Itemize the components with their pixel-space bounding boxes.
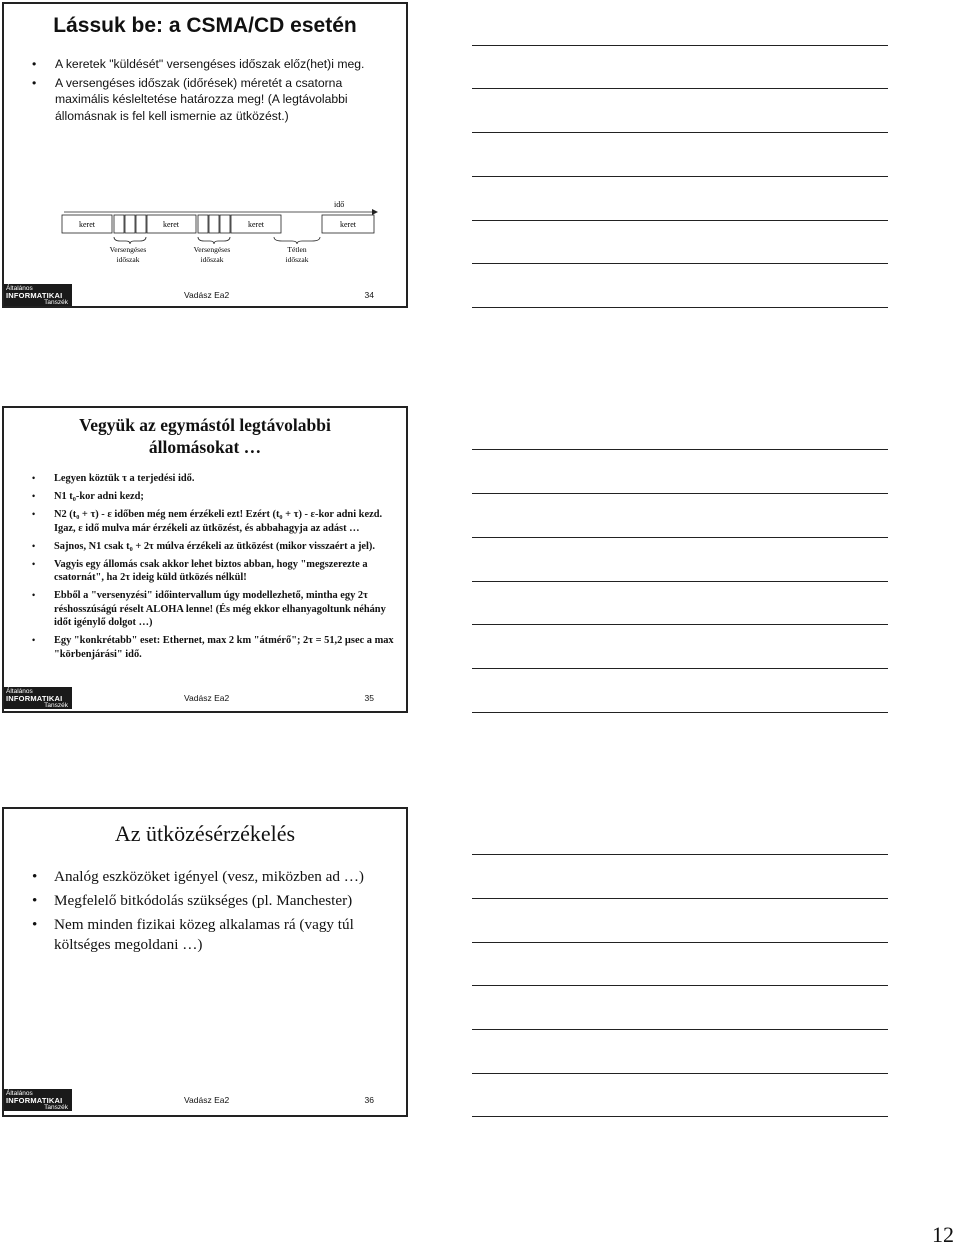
slide-footer [4,1089,406,1111]
brace-label: Versengéses [193,245,231,254]
slide-number: 35 [364,693,374,703]
footer-label: Vadász Ea2 [184,290,230,300]
bullet-icon: • [32,75,37,90]
bullet-icon: • [32,558,36,569]
bullet-list [28,867,396,959]
brace-label: időszak [285,255,309,264]
slide-35 [2,406,408,713]
slide-title: Lássuk be: a CSMA/CD esetén [53,14,357,37]
slide-number: 34 [364,290,374,300]
slide-title: Vegyük az egymástól legtávolabbi állomásokat … [79,415,331,457]
bullet-icon: • [32,57,37,71]
frame-label: keret [163,220,179,229]
slide-number: 36 [364,1095,374,1105]
list-item: • A versengéses időszak (időrések) méretét a csatorna maximális késleltetése határozza meg! (A legtávolabbi állomásnak is fel kell ismernie az ütközést.) [32,75,348,123]
bullet-icon: • [32,892,38,909]
brace-label: Versengéses [109,245,147,254]
list-item: • Ebből a "versenyzési" időintervallum úgy modellezhető, mintha egy 2τ réshosszúságú réselt ALOHA lenne! (És még ekkor elhanyagoltunk néhány időt igénylő dolgot …) [32,590,386,628]
slide-36 [2,807,408,1117]
list-item: • N2 (t₀ + τ) - ε időben még nem érzékeli ezt! Ezért (t₀ + τ) - ε-kor adni kezd. Igaz, ε idő mulva már érzékeli az ütközést, és abbahagyja az adást … [32,509,383,534]
bullet-icon: • [32,590,36,600]
footer-label: Vadász Ea2 [184,1095,230,1105]
department-logo: Általános INFORMATIKAI Tanszék [4,284,72,306]
bullet-icon: • [32,635,36,645]
brace-icon [114,237,146,244]
brace-icon [274,237,320,244]
list-item: • A keretek "küldését" versengéses időszak előz(het)i meg. [32,57,365,71]
brace-label: időszak [200,255,224,264]
slide-footer [4,687,406,709]
bullet-icon: • [32,509,36,519]
frame-label: keret [248,220,264,229]
list-item: • Analóg eszközöket igényel (vesz, miközben ad …) [32,868,364,885]
slide-footer [4,284,406,306]
brace-label: Tétlen [287,245,307,254]
bullet-icon: • [32,540,36,551]
arrow-icon [372,209,378,215]
slide-title: Az ütközésérzékelés [114,821,296,846]
slide-34 [2,2,408,308]
frame-label: keret [79,220,95,229]
bullet-list [28,472,396,666]
brace-label: időszak [116,255,140,264]
footer-label: Vadász Ea2 [184,693,230,703]
list-item: • Sajnos, N1 csak t₀ + 2τ múlva érzékeli az ütközést (mikor visszaért a jel). [32,540,375,552]
time-label: idő [334,200,345,209]
bullet-icon: • [32,473,36,483]
department-logo: Általános INFORMATIKAI Tanszék [4,687,72,709]
bullet-icon: • [32,868,38,885]
list-item: • Megfelelő bitkódolás szükséges (pl. Manchester) [32,892,353,909]
bullet-icon: • [32,916,38,933]
department-logo: Általános INFORMATIKAI Tanszék [4,1089,72,1111]
list-item: • N1 t₀-kor adni kezd; [32,491,144,502]
list-item: • Nem minden fizikai közeg alkalamas rá (vagy túl költséges megoldani …) [32,916,354,953]
list-item: • Legyen köztük τ a terjedési idő. [32,473,195,484]
page-number: 12 [932,1222,954,1247]
frame-label: keret [340,220,356,229]
csma-cd-timeline-diagram [4,4,406,274]
brace-icon [198,237,230,244]
bullet-icon: • [32,491,36,501]
list-item: • Egy "konkrétabb" eset: Ethernet, max 2 km "átmérő"; 2τ = 51,2 µsec a max "körbenjárási" idő. [32,635,394,660]
list-item: • Vagyis egy állomás csak akkor lehet biztos abban, hogy "megszerezte a csatornát", ha 2τ ideig küld ütközés nélkül! [32,558,368,583]
